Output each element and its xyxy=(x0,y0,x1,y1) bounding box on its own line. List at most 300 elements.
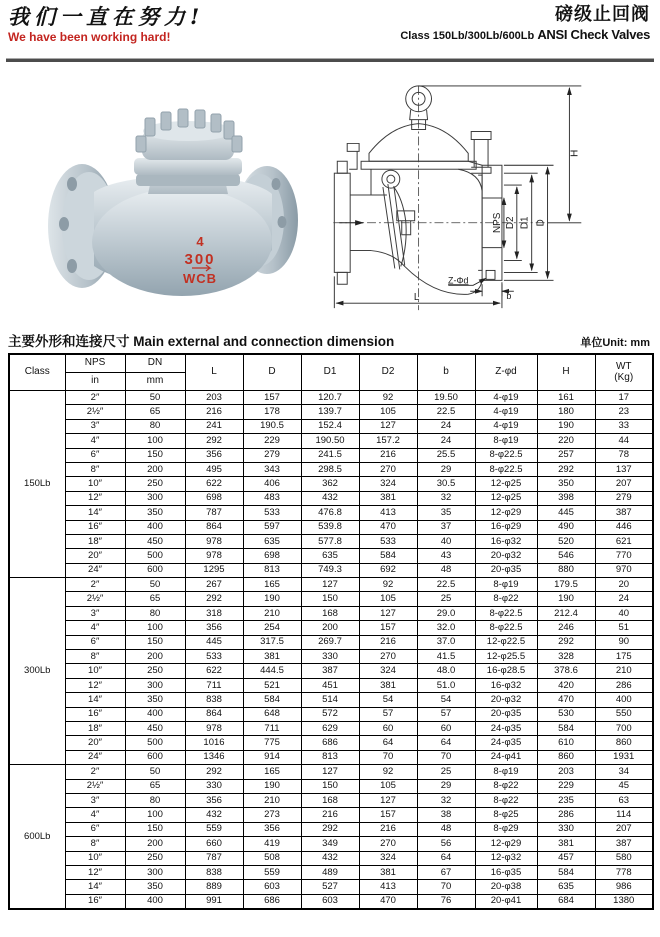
table-row xyxy=(9,894,653,909)
dimension-cell: 387 xyxy=(595,506,653,520)
dimension-cell: 600 xyxy=(125,563,185,577)
dimension-cell: 635 xyxy=(537,880,595,894)
dimension-cell: 621 xyxy=(595,534,653,548)
dimension-cell: 200 xyxy=(301,621,359,635)
dimension-cell: 114 xyxy=(595,808,653,822)
dimension-cell: 778 xyxy=(595,865,653,879)
product-title-chinese: 磅级止回阀 xyxy=(555,4,650,24)
dimension-cell: 597 xyxy=(243,520,301,534)
dimension-cell: 18″ xyxy=(65,721,125,735)
dimension-cell: 157 xyxy=(359,621,417,635)
dimension-cell: 1295 xyxy=(185,563,243,577)
dimension-cell: 16-φ32 xyxy=(475,534,537,548)
dimension-cell: 139.7 xyxy=(301,405,359,419)
dimension-cell: 152.4 xyxy=(301,419,359,433)
dimension-cell: 20-φ35 xyxy=(475,563,537,577)
dimension-cell: 6″ xyxy=(65,448,125,462)
table-row xyxy=(9,405,653,419)
dimension-cell: 378.6 xyxy=(537,664,595,678)
dimension-cell: 127 xyxy=(359,793,417,807)
dimension-cell: 446 xyxy=(595,520,653,534)
dimension-cell: 120.7 xyxy=(301,391,359,405)
dimension-cell: 533 xyxy=(243,506,301,520)
dimension-cell: 12-φ25.5 xyxy=(475,650,537,664)
dimension-cell: 400 xyxy=(125,894,185,909)
dimension-cell: 207 xyxy=(595,822,653,836)
dimension-cell: 530 xyxy=(537,707,595,721)
dimension-cell: 787 xyxy=(185,851,243,865)
dimension-cell: 8″ xyxy=(65,462,125,476)
dimension-cell: 16-φ29 xyxy=(475,520,537,534)
dimension-cell: 14″ xyxy=(65,880,125,894)
dimension-cell: 37.0 xyxy=(417,635,475,649)
dimension-cell: 190.5 xyxy=(243,419,301,433)
dimension-cell: 157.2 xyxy=(359,434,417,448)
dimension-cell: 100 xyxy=(125,621,185,635)
dimension-cell: 20-φ32 xyxy=(475,693,537,707)
dimension-cell: 400 xyxy=(125,520,185,534)
dimension-cell: 603 xyxy=(243,880,301,894)
dimension-cell: 635 xyxy=(243,534,301,548)
dimension-cell: 16-φ35 xyxy=(475,865,537,879)
dimension-cell: 914 xyxy=(243,750,301,764)
label-d2: D2 xyxy=(504,216,516,230)
body-outline xyxy=(334,161,502,294)
dimension-cell: 38 xyxy=(417,808,475,822)
bonnet-outline xyxy=(347,124,491,174)
dimension-cell: 584 xyxy=(537,721,595,735)
dimension-cell: 22.5 xyxy=(417,578,475,592)
dimension-cell: 8-φ19 xyxy=(475,578,537,592)
dimension-cell: 44 xyxy=(595,434,653,448)
dimension-cell: 483 xyxy=(243,491,301,505)
table-row xyxy=(9,880,653,894)
dimension-cell: 37 xyxy=(417,520,475,534)
dimension-cell: 356 xyxy=(185,448,243,462)
dimension-cell: 445 xyxy=(537,506,595,520)
table-row xyxy=(9,621,653,635)
dimension-cell: 2½″ xyxy=(65,592,125,606)
table-row xyxy=(9,693,653,707)
dimension-cell: 32 xyxy=(417,793,475,807)
dimension-cell: 533 xyxy=(359,534,417,548)
page-header xyxy=(0,0,660,56)
dimension-cell: 350 xyxy=(125,506,185,520)
dimension-cell: 500 xyxy=(125,549,185,563)
dimension-cell: 33 xyxy=(595,419,653,433)
dimension-cell: 8-φ22.5 xyxy=(475,448,537,462)
class-cell: 150Lb xyxy=(9,391,65,578)
dimension-cell: 23 xyxy=(595,405,653,419)
dimension-cell: 406 xyxy=(243,477,301,491)
dimension-cell: 580 xyxy=(595,851,653,865)
dimension-cell: 12-φ32 xyxy=(475,851,537,865)
dimension-cell: 168 xyxy=(301,606,359,620)
dimension-cell: 356 xyxy=(185,793,243,807)
dimension-cell: 381 xyxy=(243,650,301,664)
dimension-cell: 298.5 xyxy=(301,462,359,476)
dimension-cell: 572 xyxy=(301,707,359,721)
dimension-cell: 3″ xyxy=(65,793,125,807)
dimension-cell: 527 xyxy=(301,880,359,894)
dimension-cell: 686 xyxy=(243,894,301,909)
dimension-cell: 10″ xyxy=(65,477,125,491)
dimension-cell: 420 xyxy=(537,678,595,692)
table-row xyxy=(9,808,653,822)
dimension-cell: 10″ xyxy=(65,851,125,865)
drawing-wrap xyxy=(330,74,660,325)
dimension-cell: 100 xyxy=(125,434,185,448)
dimension-cell: 30.5 xyxy=(417,477,475,491)
dimension-cell: 65 xyxy=(125,779,185,793)
marking-size: 4 xyxy=(196,234,204,249)
dimension-cell: 150 xyxy=(125,635,185,649)
dimension-cell: 270 xyxy=(359,837,417,851)
dimension-cell: 4-φ19 xyxy=(475,419,537,433)
dimension-cell: 190 xyxy=(243,592,301,606)
dimension-cell: 489 xyxy=(301,865,359,879)
dimension-cell: 32.0 xyxy=(417,621,475,635)
dimension-cell: 51 xyxy=(595,621,653,635)
dimension-cell: 349 xyxy=(301,837,359,851)
dimension-cell: 4-φ19 xyxy=(475,405,537,419)
dimension-cell: 350 xyxy=(537,477,595,491)
dimension-cell: 4″ xyxy=(65,434,125,448)
dimension-cell: 660 xyxy=(185,837,243,851)
dimension-cell: 150 xyxy=(301,592,359,606)
product-title-english xyxy=(400,27,650,42)
dimension-cell: 350 xyxy=(125,880,185,894)
dimension-cell: 216 xyxy=(185,405,243,419)
dimension-cell: 65 xyxy=(125,592,185,606)
dimension-cell: 137 xyxy=(595,462,653,476)
table-row xyxy=(9,477,653,491)
table-row xyxy=(9,851,653,865)
dimension-cell: 40 xyxy=(595,606,653,620)
dimension-cell: 539.8 xyxy=(301,520,359,534)
dimension-cell: 8-φ22.5 xyxy=(475,606,537,620)
dimension-cell: 65 xyxy=(125,405,185,419)
dimension-cell: 165 xyxy=(243,765,301,779)
dimension-cell: 235 xyxy=(537,793,595,807)
dimension-table-body xyxy=(9,391,653,910)
table-row xyxy=(9,434,653,448)
marking-rating: 300 xyxy=(184,251,216,268)
dimension-cell: 991 xyxy=(185,894,243,909)
dimension-cell: 813 xyxy=(301,750,359,764)
dimension-cell: 860 xyxy=(595,736,653,750)
col-d1: D1 xyxy=(301,354,359,391)
dimension-cell: 292 xyxy=(301,822,359,836)
dimension-cell: 328 xyxy=(537,650,595,664)
table-row xyxy=(9,506,653,520)
table-row xyxy=(9,520,653,534)
label-nps: NPS xyxy=(491,212,503,233)
dimension-cell: 4″ xyxy=(65,808,125,822)
dimension-cell: 48 xyxy=(417,563,475,577)
dimension-cell: 190 xyxy=(537,592,595,606)
dimension-cell: 400 xyxy=(125,707,185,721)
table-row xyxy=(9,592,653,606)
dimension-cell: 216 xyxy=(359,822,417,836)
table-row xyxy=(9,650,653,664)
marking-material: WCB xyxy=(182,271,218,286)
dimension-cell: 20 xyxy=(595,578,653,592)
dimension-cell: 3″ xyxy=(65,419,125,433)
dimension-cell: 2″ xyxy=(65,391,125,405)
dimension-cell: 63 xyxy=(595,793,653,807)
dimension-cell: 4″ xyxy=(65,621,125,635)
dimension-cell: 67 xyxy=(417,865,475,879)
dimension-cell: 16″ xyxy=(65,894,125,909)
dimension-cell: 64 xyxy=(417,851,475,865)
dimension-cell: 20-φ35 xyxy=(475,707,537,721)
col-nps: NPS xyxy=(65,354,125,373)
dimension-cell: 229 xyxy=(537,779,595,793)
dimension-cell: 250 xyxy=(125,851,185,865)
dimension-cell: 60 xyxy=(417,721,475,735)
dimension-cell: 559 xyxy=(185,822,243,836)
dimension-cell: 14″ xyxy=(65,506,125,520)
dimension-cell: 300 xyxy=(125,678,185,692)
dimension-cell: 889 xyxy=(185,880,243,894)
dimension-cell: 350 xyxy=(125,693,185,707)
dimension-cell: 216 xyxy=(359,635,417,649)
dimension-cell: 470 xyxy=(537,693,595,707)
dimension-cell: 381 xyxy=(359,491,417,505)
dimension-cell: 648 xyxy=(243,707,301,721)
dimension-cell: 279 xyxy=(595,491,653,505)
dimension-cell: 40 xyxy=(417,534,475,548)
dimension-cell: 157 xyxy=(359,808,417,822)
dimension-cell: 686 xyxy=(301,736,359,750)
dimension-cell: 12″ xyxy=(65,491,125,505)
dimension-cell: 445 xyxy=(185,635,243,649)
dimension-cell: 698 xyxy=(185,491,243,505)
dimension-cell: 150 xyxy=(301,779,359,793)
dimension-cell: 600 xyxy=(125,750,185,764)
dimension-cell: 508 xyxy=(243,851,301,865)
dimension-cell: 29 xyxy=(417,462,475,476)
dimension-cell: 165 xyxy=(243,578,301,592)
dimension-cell: 200 xyxy=(125,462,185,476)
col-wt-label: WT xyxy=(615,361,632,372)
dimension-cell: 520 xyxy=(537,534,595,548)
dimension-cell: 229 xyxy=(243,434,301,448)
table-row xyxy=(9,419,653,433)
col-dn-unit: mm xyxy=(125,373,185,391)
dimension-cell: 450 xyxy=(125,721,185,735)
dimension-cell: 692 xyxy=(359,563,417,577)
dimension-cell: 190 xyxy=(537,419,595,433)
table-row xyxy=(9,549,653,563)
dimension-cell: 356 xyxy=(185,621,243,635)
dimension-cell: 24″ xyxy=(65,563,125,577)
dimension-cell: 749.3 xyxy=(301,563,359,577)
dimension-cell: 127 xyxy=(301,578,359,592)
dimension-cell: 127 xyxy=(301,765,359,779)
dimension-cell: 300 xyxy=(125,491,185,505)
dimension-cell: 24 xyxy=(417,419,475,433)
dimension-cell: 54 xyxy=(417,693,475,707)
dimension-cell: 24 xyxy=(595,592,653,606)
dimension-cell: 25.5 xyxy=(417,448,475,462)
dimension-cell: 241.5 xyxy=(301,448,359,462)
dimension-cell: 179.5 xyxy=(537,578,595,592)
label-b: b xyxy=(506,291,512,302)
dimension-cell: 838 xyxy=(185,693,243,707)
table-row xyxy=(9,707,653,721)
dimension-cell: 64 xyxy=(417,736,475,750)
dimension-cell: 12-φ29 xyxy=(475,837,537,851)
dimension-cell: 629 xyxy=(301,721,359,735)
dimension-cell: 330 xyxy=(301,650,359,664)
dimension-cell: 12-φ25 xyxy=(475,491,537,505)
dimension-cell: 381 xyxy=(537,837,595,851)
dimension-cell: 92 xyxy=(359,578,417,592)
dimension-cell: 12-φ22.5 xyxy=(475,635,537,649)
table-row xyxy=(9,664,653,678)
table-row xyxy=(9,678,653,692)
dimension-cell: 168 xyxy=(301,793,359,807)
dimension-cell: 80 xyxy=(125,419,185,433)
dimension-cell: 60 xyxy=(359,721,417,735)
dimension-cell: 14″ xyxy=(65,693,125,707)
dimension-cell: 257 xyxy=(537,448,595,462)
dimension-cell: 8-φ22 xyxy=(475,592,537,606)
dimension-cell: 220 xyxy=(537,434,595,448)
class-cell: 600Lb xyxy=(9,765,65,909)
figures-row xyxy=(0,62,660,330)
dimension-cell: 413 xyxy=(359,880,417,894)
dimension-cell: 470 xyxy=(359,894,417,909)
dimension-cell: 864 xyxy=(185,520,243,534)
table-row xyxy=(9,491,653,505)
dimension-cell: 413 xyxy=(359,506,417,520)
class-cell: 300Lb xyxy=(9,578,65,765)
table-row xyxy=(9,635,653,649)
dimension-cell: 127 xyxy=(359,606,417,620)
dimension-cell: 48 xyxy=(417,822,475,836)
dimension-cell: 43 xyxy=(417,549,475,563)
dimension-cell: 495 xyxy=(185,462,243,476)
dimension-cell: 444.5 xyxy=(243,664,301,678)
dimension-cell: 1016 xyxy=(185,736,243,750)
dimension-cell: 451 xyxy=(301,678,359,692)
slogan-english: We have been working hard! xyxy=(8,30,171,45)
dimension-cell: 387 xyxy=(301,664,359,678)
dimension-cell: 16″ xyxy=(65,520,125,534)
dimension-cell: 270 xyxy=(359,462,417,476)
dimension-cell: 246 xyxy=(537,621,595,635)
dimension-cell: 387 xyxy=(595,837,653,851)
table-header-row xyxy=(9,354,653,373)
dimension-cell: 92 xyxy=(359,391,417,405)
dimension-cell: 603 xyxy=(301,894,359,909)
dimension-cell: 622 xyxy=(185,664,243,678)
dimension-cell: 12″ xyxy=(65,865,125,879)
dimension-cell: 362 xyxy=(301,477,359,491)
dimension-cell: 10″ xyxy=(65,664,125,678)
col-wt-unit: (Kg) xyxy=(614,371,634,383)
dimension-cell: 684 xyxy=(537,894,595,909)
product-name-text: ANSI Check Valves xyxy=(537,26,650,42)
col-l: L xyxy=(185,354,243,391)
dimension-cell: 57 xyxy=(417,707,475,721)
dimension-cell: 813 xyxy=(243,563,301,577)
dimension-cell: 559 xyxy=(243,865,301,879)
dimension-cell: 3″ xyxy=(65,606,125,620)
slogan-chinese: 我们一直在努力! xyxy=(8,4,205,29)
dimension-cell: 250 xyxy=(125,664,185,678)
dimension-cell: 356 xyxy=(243,822,301,836)
dimension-cell: 292 xyxy=(185,592,243,606)
dimension-cell: 12″ xyxy=(65,678,125,692)
table-row xyxy=(9,793,653,807)
dimension-cell: 25 xyxy=(417,592,475,606)
table-row xyxy=(9,736,653,750)
table-row xyxy=(9,563,653,577)
slogan-block xyxy=(8,4,204,44)
dimension-cell: 212.4 xyxy=(537,606,595,620)
dimension-cell: 292 xyxy=(185,765,243,779)
dimension-cell: 127 xyxy=(359,419,417,433)
dimension-cell: 203 xyxy=(185,391,243,405)
dimension-cell: 978 xyxy=(185,534,243,548)
dimension-cell: 35 xyxy=(417,506,475,520)
dimension-cell: 161 xyxy=(537,391,595,405)
dimension-cell: 470 xyxy=(359,520,417,534)
dimension-cell: 210 xyxy=(595,664,653,678)
dimension-cell: 324 xyxy=(359,664,417,678)
label-l: L xyxy=(413,292,420,304)
dimension-cell: 330 xyxy=(185,779,243,793)
col-d: D xyxy=(243,354,301,391)
dimension-cell: 178 xyxy=(243,405,301,419)
dimension-cell: 70 xyxy=(417,750,475,764)
dimension-cell: 978 xyxy=(185,549,243,563)
dimension-cell: 29 xyxy=(417,779,475,793)
table-row xyxy=(9,837,653,851)
dimension-cell: 20″ xyxy=(65,736,125,750)
dimension-cell: 700 xyxy=(595,721,653,735)
dimension-cell: 90 xyxy=(595,635,653,649)
dimension-cell: 24-φ35 xyxy=(475,721,537,735)
dimension-cell: 2″ xyxy=(65,765,125,779)
dimension-cell: 292 xyxy=(537,462,595,476)
dimension-cell: 17 xyxy=(595,391,653,405)
dimension-cell: 45 xyxy=(595,779,653,793)
dimension-cell: 50 xyxy=(125,391,185,405)
dimension-cell: 50 xyxy=(125,578,185,592)
dimension-cell: 6″ xyxy=(65,635,125,649)
dimension-cell: 203 xyxy=(537,765,595,779)
dimension-cell: 770 xyxy=(595,549,653,563)
dimension-cell: 864 xyxy=(185,707,243,721)
dimension-cell: 343 xyxy=(243,462,301,476)
dimension-cell: 4-φ19 xyxy=(475,391,537,405)
dimension-cell: 273 xyxy=(243,808,301,822)
dimension-cell: 514 xyxy=(301,693,359,707)
col-h: H xyxy=(537,354,595,391)
dimension-cell: 400 xyxy=(595,693,653,707)
dimension-cell: 216 xyxy=(359,448,417,462)
dimension-cell: 51.0 xyxy=(417,678,475,692)
dimension-cell: 200 xyxy=(125,650,185,664)
dimension-cell: 20-φ38 xyxy=(475,880,537,894)
dimension-cell: 200 xyxy=(125,837,185,851)
dimension-cell: 20-φ41 xyxy=(475,894,537,909)
